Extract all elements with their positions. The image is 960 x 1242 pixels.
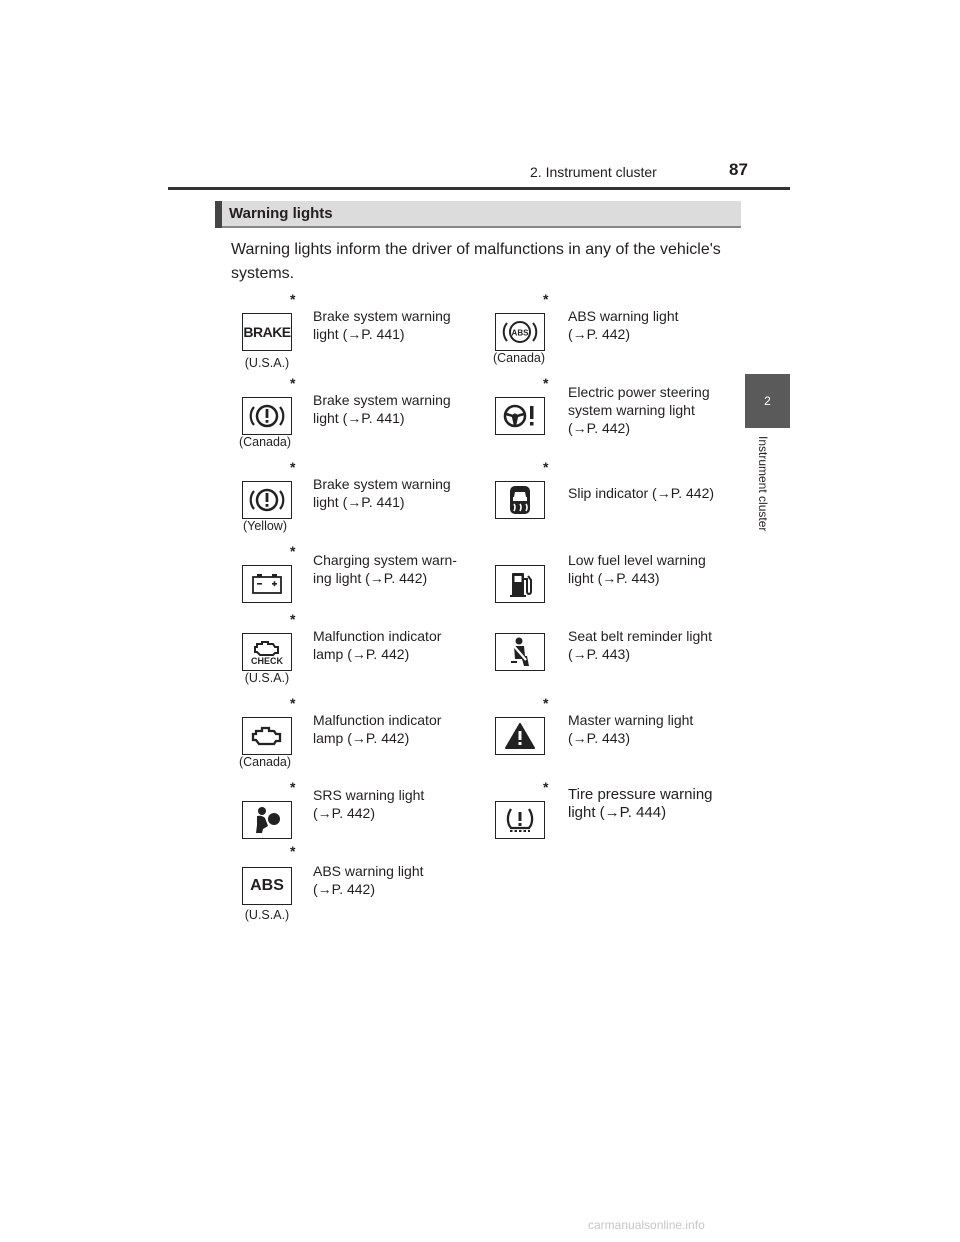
steering-warning-icon — [501, 401, 539, 431]
airbag-icon — [251, 805, 283, 835]
asterisk-mark: * — [290, 843, 296, 859]
desc-line: Slip indicator (→P. 442) — [568, 485, 715, 501]
brake-circle-icon — [242, 481, 292, 519]
warning-description — [568, 786, 732, 822]
asterisk-mark: * — [290, 459, 296, 475]
warning-description — [313, 551, 477, 587]
warning-description — [568, 484, 748, 502]
desc-line: Brake system warning — [313, 308, 451, 324]
heading-accent-bar — [215, 201, 222, 228]
asterisk-mark: * — [543, 459, 549, 475]
asterisk-mark: * — [543, 779, 549, 795]
desc-line: (→P. 442) — [568, 326, 630, 342]
master-warning-icon — [504, 722, 536, 750]
watermark: carmanualsonline.info — [588, 1218, 705, 1232]
desc-line: (→P. 442) — [313, 881, 375, 897]
desc-line: (→P. 442) — [568, 420, 630, 436]
fuel-pump-icon — [505, 569, 535, 599]
warning-description — [568, 307, 732, 343]
brake-icon-text: BRAKE — [243, 324, 291, 340]
desc-line: (→P. 442) — [313, 805, 375, 821]
desc-line: Electric power steering — [568, 384, 710, 400]
engine-icon — [253, 639, 281, 657]
desc-line: light (→P. 441) — [313, 410, 405, 426]
desc-line: ABS warning light — [568, 308, 679, 324]
seatbelt-icon — [495, 633, 545, 671]
header-rule — [168, 187, 790, 190]
desc-line: Master warning light — [568, 712, 694, 728]
region-note: (U.S.A.) — [244, 356, 290, 370]
desc-line: light (→P. 441) — [313, 326, 405, 342]
chapter-tab: 2 — [745, 374, 790, 428]
desc-line: Malfunction indicator — [313, 628, 442, 644]
region-note: (Yellow) — [242, 519, 287, 533]
asterisk-mark: * — [543, 695, 549, 711]
desc-line: Tire pressure warning — [568, 786, 713, 803]
master-warning-icon — [495, 717, 545, 755]
abs-circle-label: ABS — [511, 328, 529, 338]
desc-line: Brake system warning — [313, 476, 451, 492]
desc-line: lamp (→P. 442) — [313, 646, 410, 662]
warning-description — [568, 627, 732, 663]
intro-paragraph: Warning lights inform the driver of malfunctions in any of the vehicle's systems. — [231, 241, 721, 282]
desc-line: SRS warning light — [313, 787, 425, 803]
asterisk-mark: * — [543, 291, 549, 307]
brake-text-icon — [242, 313, 292, 351]
region-note: (Canada) — [238, 755, 292, 769]
desc-line: Seat belt reminder light — [568, 628, 712, 644]
desc-line: Brake system warning — [313, 392, 451, 408]
desc-line: ABS warning light — [313, 863, 424, 879]
warning-description — [313, 786, 477, 822]
warning-description — [568, 383, 732, 437]
warning-description — [313, 307, 477, 343]
battery-icon — [249, 571, 285, 597]
battery-icon — [242, 565, 292, 603]
heading-text: Warning lights — [229, 205, 333, 222]
desc-line: Charging system warn- — [313, 552, 457, 568]
steering-warning-icon — [495, 397, 545, 435]
asterisk-mark: * — [290, 543, 296, 559]
section-title: 2. Instrument cluster — [530, 164, 657, 180]
desc-line: Malfunction indicator — [313, 712, 442, 728]
region-note: (U.S.A.) — [244, 908, 290, 922]
desc-line: Low fuel level warning — [568, 552, 706, 568]
desc-line: ing light (→P. 442) — [313, 570, 428, 586]
desc-line: light (→P. 441) — [313, 494, 405, 510]
abs-text-icon — [242, 867, 292, 905]
engine-icon — [251, 725, 283, 747]
warning-description — [313, 862, 477, 898]
desc-line: lamp (→P. 442) — [313, 730, 410, 746]
page-number: 87 — [729, 160, 748, 179]
abs-circle-icon — [502, 317, 538, 347]
section-heading — [215, 201, 741, 228]
warning-description — [568, 711, 732, 747]
asterisk-mark: * — [290, 695, 296, 711]
desc-line: system warning light — [568, 402, 695, 418]
warning-description — [313, 391, 477, 427]
warning-description — [313, 475, 477, 511]
tire-pressure-icon — [503, 805, 537, 835]
abs-icon-text: ABS — [250, 877, 284, 894]
asterisk-mark: * — [543, 375, 549, 391]
asterisk-mark: * — [290, 611, 296, 627]
asterisk-mark: * — [290, 291, 296, 307]
tire-pressure-icon — [495, 801, 545, 839]
slip-indicator-icon — [495, 481, 545, 519]
engine-icon — [242, 717, 292, 755]
abs-circle-icon — [495, 313, 545, 351]
desc-line: (→P. 443) — [568, 730, 630, 746]
airbag-icon — [242, 801, 292, 839]
warning-description — [313, 627, 477, 663]
warning-description — [568, 551, 732, 587]
desc-line: (→P. 443) — [568, 646, 630, 662]
warning-description — [313, 711, 477, 747]
desc-line: light (→P. 443) — [568, 570, 660, 586]
chapter-tab-label: Instrument cluster — [756, 436, 770, 532]
engine-check-icon — [242, 633, 292, 671]
desc-line: light (→P. 444) — [568, 804, 667, 821]
brake-circle-icon — [249, 401, 285, 431]
fuel-pump-icon — [495, 565, 545, 603]
seatbelt-icon — [505, 636, 535, 668]
check-icon-text: CHECK — [250, 655, 283, 666]
region-note: (Canada) — [238, 435, 292, 449]
asterisk-mark: * — [290, 375, 296, 391]
slip-indicator-icon — [505, 484, 535, 516]
region-note: (U.S.A.) — [244, 671, 290, 685]
brake-circle-icon — [242, 397, 292, 435]
brake-circle-icon — [249, 485, 285, 515]
region-note: (Canada) — [492, 351, 546, 365]
asterisk-mark: * — [290, 779, 296, 795]
